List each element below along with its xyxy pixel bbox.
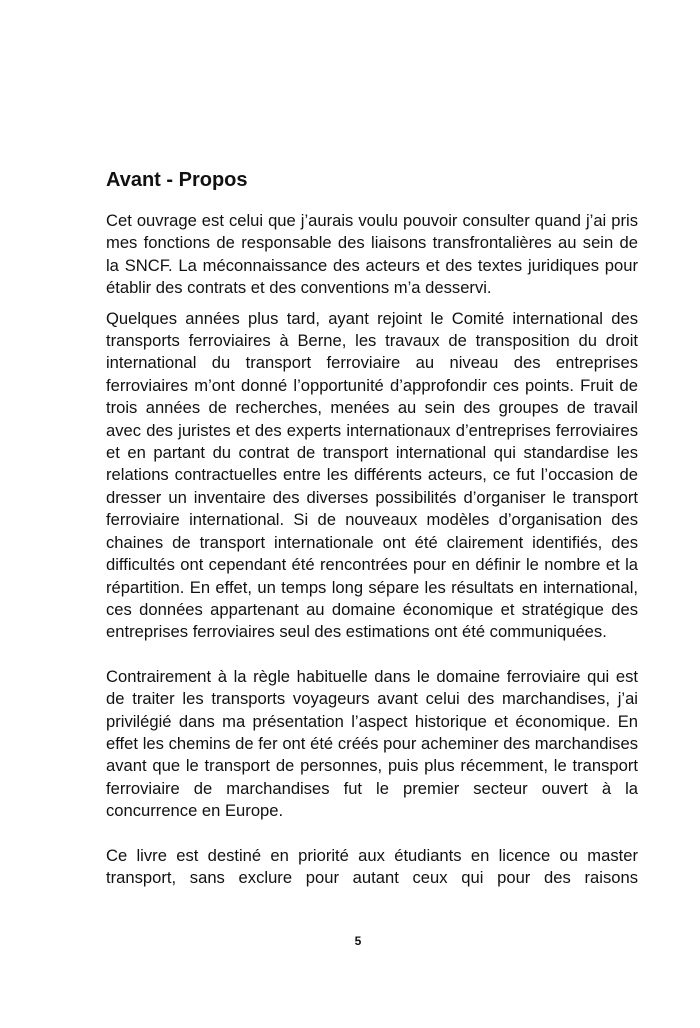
paragraph-4: Ce livre est destiné en priorité aux étudiants en licence ou master transport, sans exclure pour autant ceux qui pour des raisons [106, 845, 638, 887]
section-heading: Avant - Propos [106, 169, 248, 191]
paragraph-1: Cet ouvrage est celui que j’aurais voulu pouvoir consulter quand j’ai pris mes fonctions de responsable des liaisons transfrontalières au sein de la SNCF. La méconnaissance des acteurs et des textes juridiques pour établir des contrats et des conventions m’a desservi. [106, 211, 638, 298]
paragraph-2: Quelques années plus tard, ayant rejoint le Comité international des transports ferroviaires à Berne, les travaux de transposition du droit international du transport ferroviaire au niveau des entreprises ferroviaires m’ont donné l’opportunité d’approfondir ces points. Fruit de trois années de recherches, menées au sein des groupes de travail avec des juristes et des experts internationaux d’entreprises ferroviaires et en partant du contrat de transport international qui standardise les relations contractuelles entre les différents acteurs, ce fut l’occasion de dresser un inventaire des diverses possibilités d’organiser le transport ferroviaire international. Si de nouveaux modèles d’organisation des chaines de transport internationale ont été clairement identifiés, des difficultés ont cependant été rencontrées pour en définir le nombre et la répartition. En effet, un temps long sépare les résultats en international, ces données appartenant au domaine économique et stratégique des entreprises ferroviaires seul des estimations ont été communiquées. [106, 308, 638, 642]
paragraph-3: Contrairement à la règle habituelle dans le domaine ferroviaire qui est de traiter les transports voyageurs avant celui des marchandises, j’ai privilégié dans ma présentation l’aspect historique et économique. En effet les chemins de fer ont été créés pour acheminer des marchandises avant que le transport de personnes, puis plus récemment, le transport ferroviaire de marchandises fut le premier secteur ouvert à la concurrence en Europe. [106, 666, 638, 821]
page-content [106, 168, 638, 889]
page-number: 5 [354, 934, 362, 948]
